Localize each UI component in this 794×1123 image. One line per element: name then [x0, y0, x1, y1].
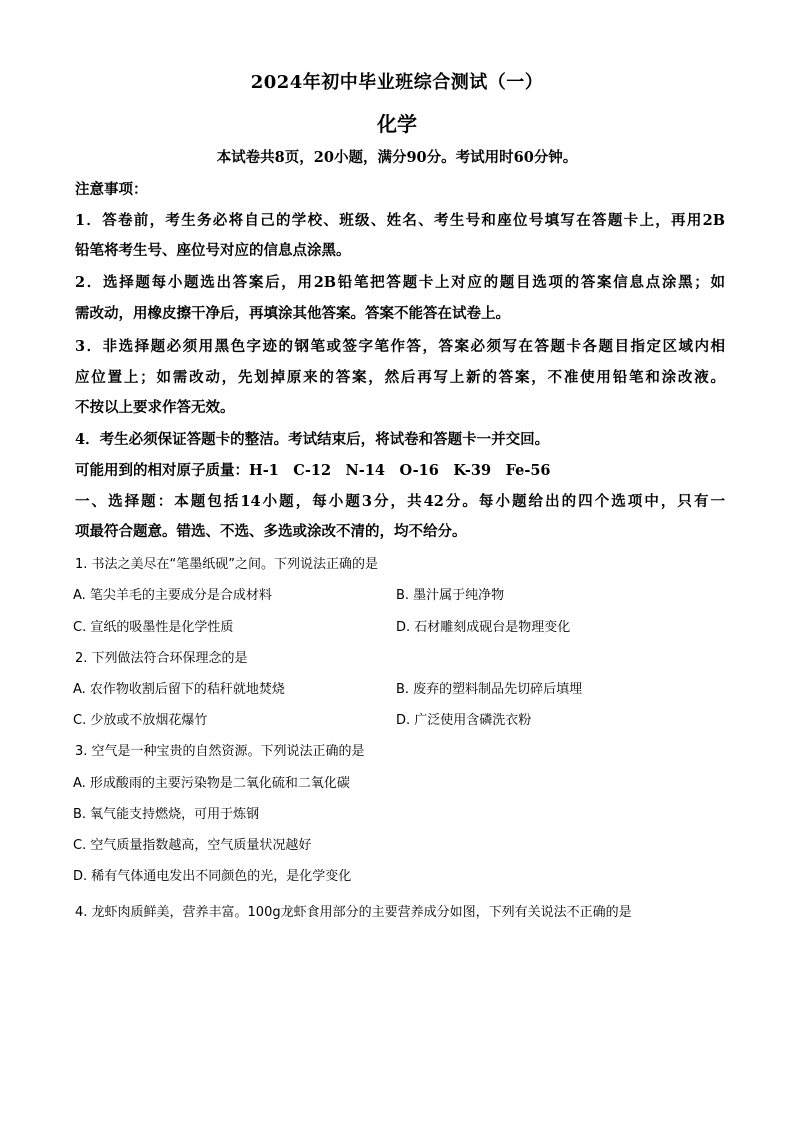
note-3-line-3: 不按以上要求作答无效。: [75, 399, 235, 416]
question-2-option-c: C. 少放或不放烟花爆竹: [73, 713, 208, 728]
question-2-option-d: D. 广泛使用含磷洗衣粉: [396, 713, 532, 728]
atomic-masses: 可能用到的相对原子质量：H-1 C-12 N-14 O-16 K-39 Fe-56: [75, 462, 551, 479]
notes-heading: 注意事项：: [75, 181, 148, 198]
question-3-stem: 3. 空气是一种宝贵的自然资源。下列说法正确的是: [75, 744, 365, 759]
question-1-option-b: B. 墨汁属于纯净物: [396, 588, 505, 603]
note-2-line-2: 需改动，用橡皮擦干净后，再填涂其他答案。答案不能答在试卷上。: [75, 305, 510, 322]
exam-info: 本试卷共8页，20小题，满分90分。考试用时60分钟。: [216, 149, 578, 166]
question-2-option-b: B. 废弃的塑料制品先切碎后填埋: [396, 682, 583, 697]
note-3-line-2: 应位置上；如需改动，先划掉原来的答案，然后再写上新的答案，不准使用铅笔和涂改液。: [75, 369, 725, 386]
question-2-stem: 2. 下列做法符合环保理念的是: [75, 651, 248, 666]
question-1-option-d: D. 石材雕刻成砚台是物理变化: [396, 620, 571, 635]
note-2-line-1: 2．选择题每小题选出答案后，用2B铅笔把答题卡上对应的题目选项的答案信息点涂黑；如: [75, 274, 725, 291]
subject-title: 化学: [377, 112, 417, 136]
question-2-option-a: A. 农作物收割后留下的秸秆就地焚烧: [73, 682, 285, 697]
note-3-line-1: 3．非选择题必须用黑色字迹的钢笔或签字笔作答，答案必须写在答题卡各题目指定区域内相: [75, 338, 725, 355]
note-1-line-2: 铅笔将考生号、座位号对应的信息点涂黑。: [75, 242, 351, 259]
question-4-stem: 4. 龙虾肉质鲜美，营养丰富。100g龙虾食用部分的主要营养成分如图，下列有关说法不正确的是: [75, 905, 632, 920]
question-3-option-a: A. 形成酸雨的主要污染物是二氧化硫和二氧化碳: [73, 776, 350, 791]
question-3-option-b: B. 氧气能支持燃烧，可用于炼钢: [73, 807, 260, 822]
note-4-line-1: 4．考生必须保证答题卡的整洁。考试结束后，将试卷和答题卡一并交回。: [75, 431, 550, 448]
question-3-option-c: C. 空气质量指数越高，空气质量状况越好: [73, 838, 312, 853]
note-1-line-1: 1．答卷前，考生务必将自己的学校、班级、姓名、考生号和座位号填写在答题卡上，再用2B: [75, 212, 725, 229]
question-3-option-d: D. 稀有气体通电发出不同颜色的光，是化学变化: [73, 869, 352, 884]
section-1-line-2: 项最符合题意。错选、不选、多选或涂改不清的，均不给分。: [75, 523, 467, 540]
section-1-line-1: 一、选择题：本题包括14小题，每小题3分，共42分。每小题给出的四个选项中，只有一: [75, 493, 725, 510]
question-1-option-c: C. 宣纸的吸墨性是化学性质: [73, 620, 234, 635]
question-1-option-a: A. 笔尖羊毛的主要成分是合成材料: [73, 588, 272, 603]
question-1-stem: 1. 书法之美尽在“笔墨纸砚”之间。下列说法正确的是: [75, 557, 379, 572]
exam-title: 2024年初中毕业班综合测试（一）: [250, 72, 544, 93]
